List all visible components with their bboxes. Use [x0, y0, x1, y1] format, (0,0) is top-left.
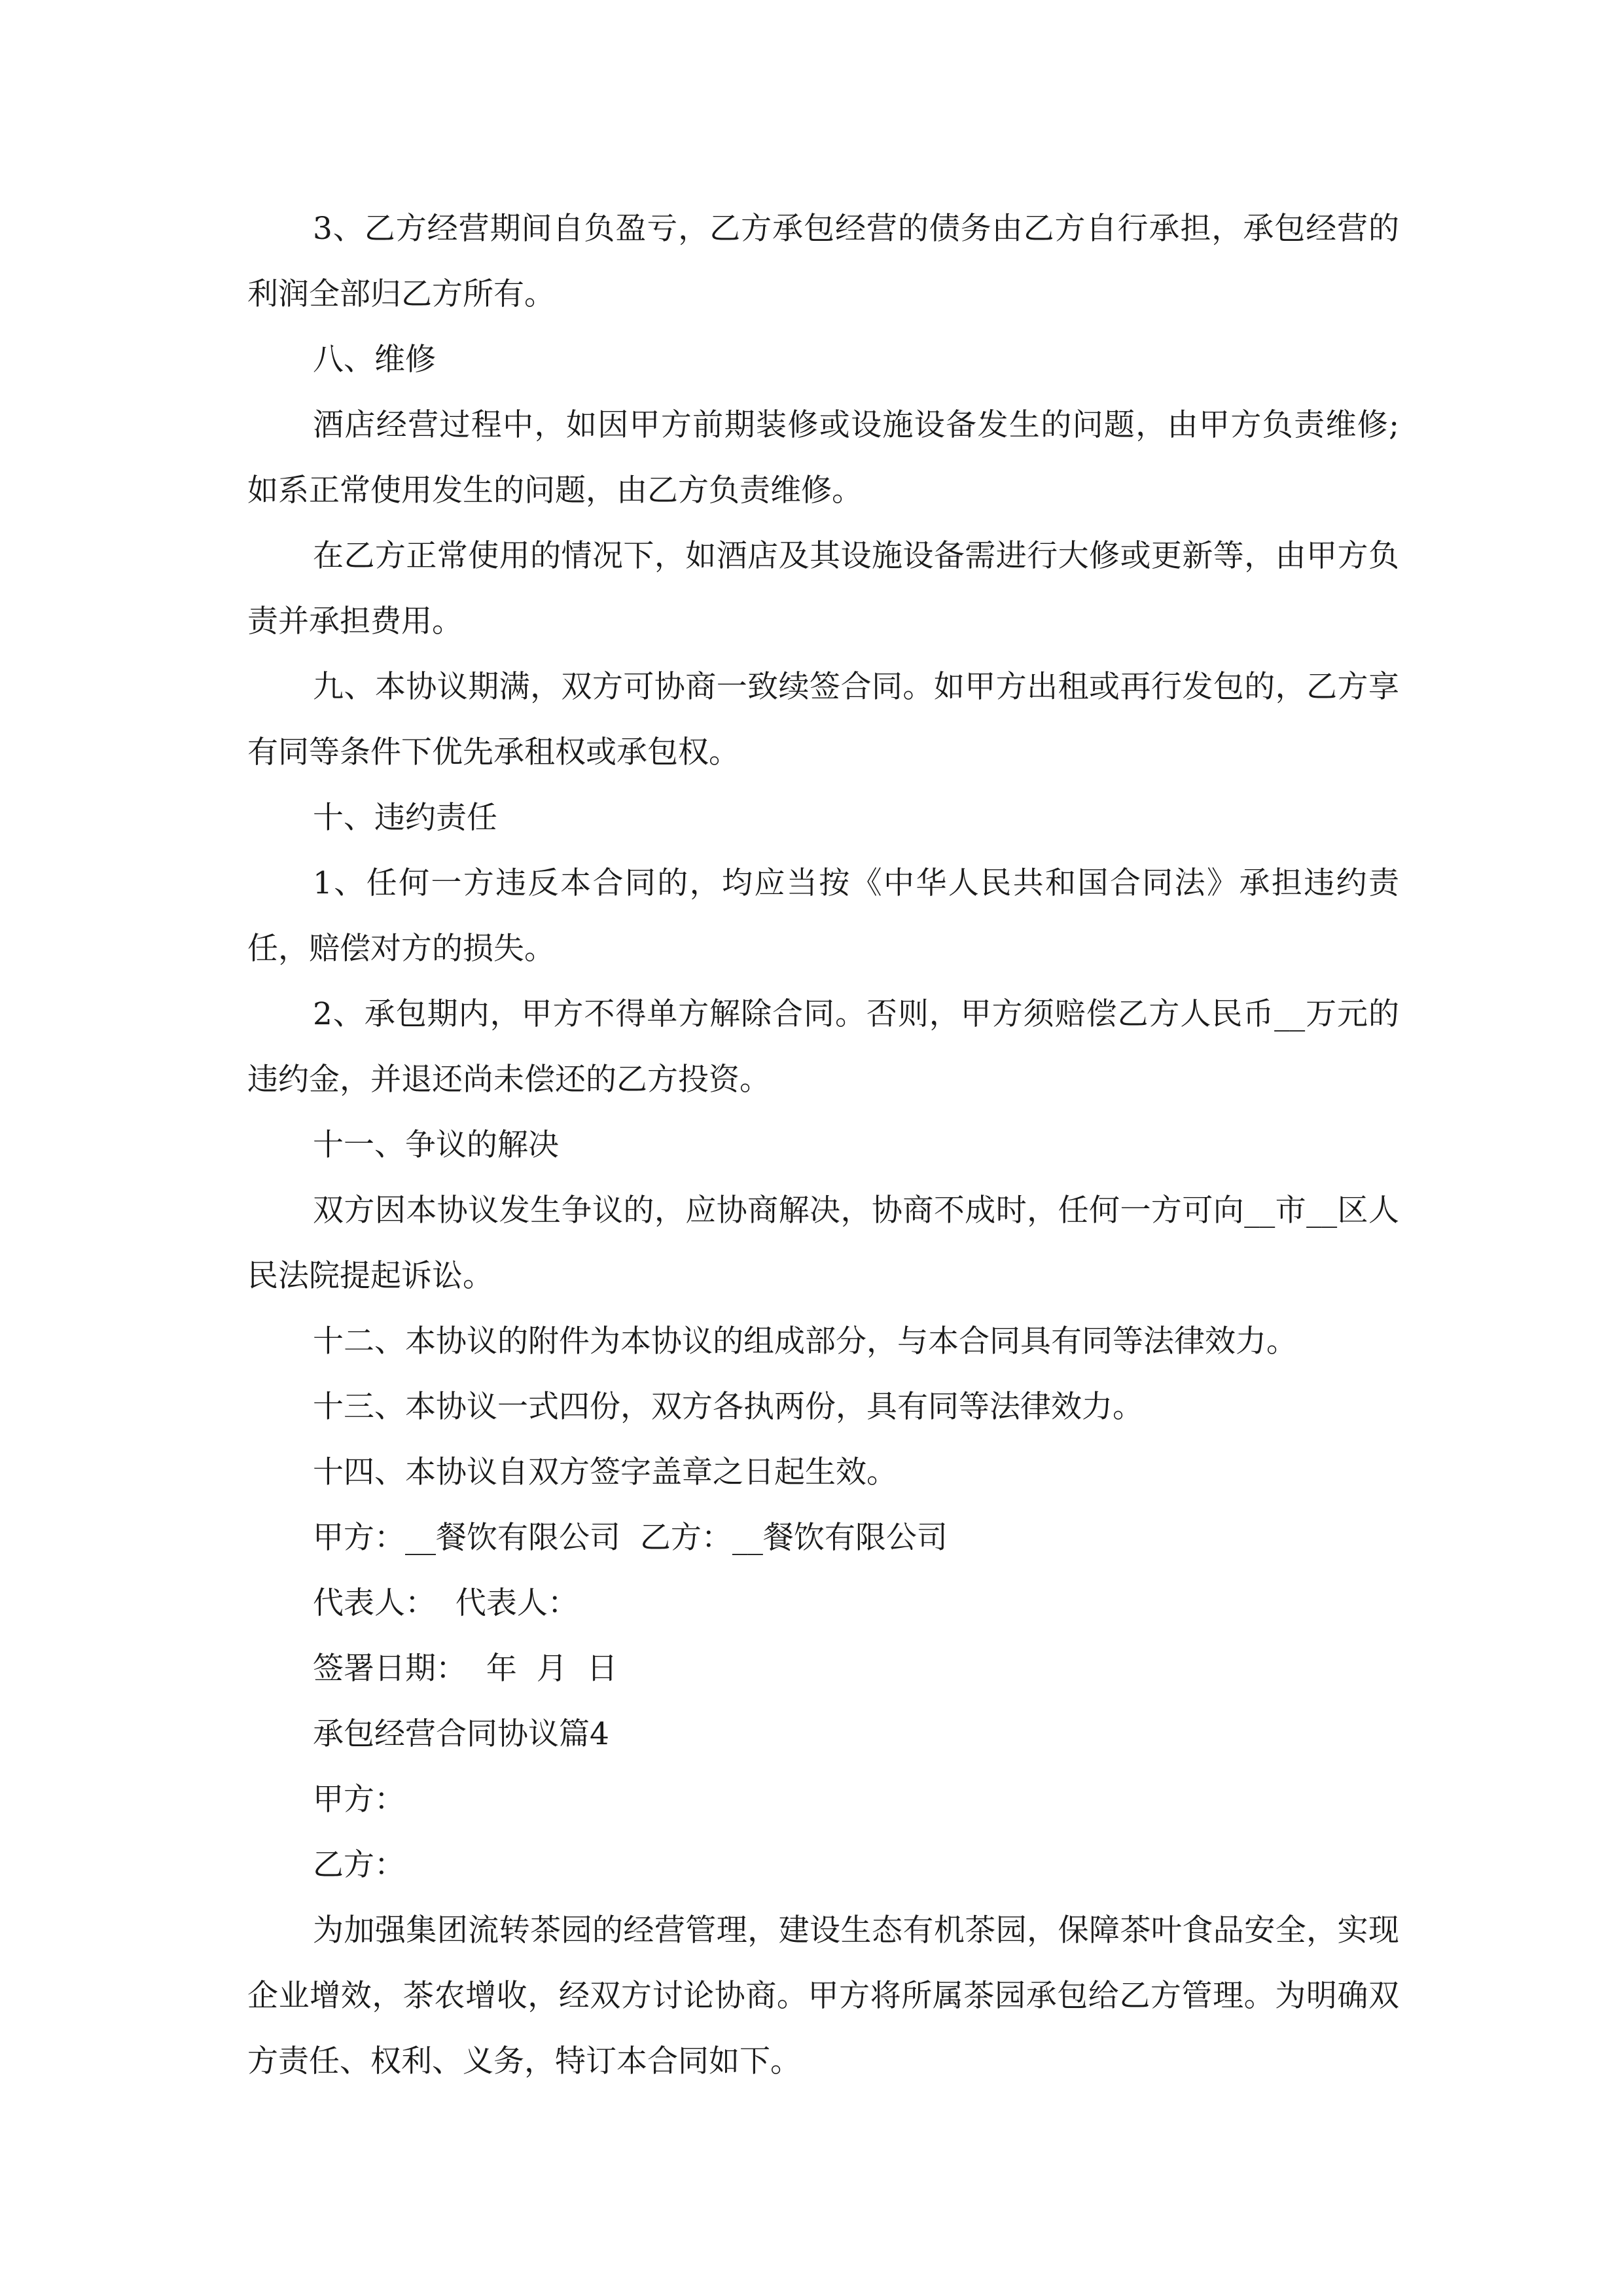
signature-date: 签署日期： 年 月 日 — [313, 1651, 618, 1687]
clause-9-renewal: 九、本协议期满，双方可协商一致续签合同。如甲方出租或再行发包的，乙方享有同等条件下优先承租权或承包权。 — [247, 669, 1399, 770]
signature-parties: 甲方：__餐饮有限公司 乙方：__餐饮有限公司 — [313, 1520, 948, 1556]
party-b-label: 乙方： — [313, 1847, 405, 1883]
clause-3-profit-loss: 3、乙方经营期间自负盈亏，乙方承包经营的债务由乙方自行承担，承包经营的利润全部归乙方所有。 — [247, 211, 1399, 312]
party-a-label: 甲方： — [313, 1782, 405, 1818]
intro-paragraph: 为加强集团流转茶园的经营管理，建设生态有机茶园，保障茶叶食品安全，实现企业增效，茶农增收，经双方讨论协商。甲方将所属茶园承包给乙方管理。为明确双方责任、权利、义务，特订本合同如下。 — [247, 1912, 1399, 2079]
section-title: 承包经营合同协议篇4 — [313, 1716, 609, 1752]
maintenance-paragraph-1: 酒店经营过程中，如因甲方前期装修或设施设备发生的问题，由甲方负责维修;如系正常使用发生的问题，由乙方负责维修。 — [247, 407, 1399, 509]
clause-13-copies: 十三、本协议一式四份，双方各执两份，具有同等法律效力。 — [313, 1389, 1143, 1425]
maintenance-paragraph-2: 在乙方正常使用的情况下，如酒店及其设施设备需进行大修或更新等，由甲方负责并承担费用。 — [247, 538, 1399, 639]
document-body — [247, 196, 1399, 2094]
signature-representatives: 代表人： 代表人： — [313, 1585, 579, 1621]
breach-clause-2: 2、承包期内，甲方不得单方解除合同。否则，甲方须赔偿乙方人民币__万元的违约金，并退还尚未偿还的乙方投资。 — [247, 996, 1399, 1098]
heading-dispute-resolution: 十一、争议的解决 — [313, 1127, 559, 1163]
clause-14-effective: 十四、本协议自双方签字盖章之日起生效。 — [313, 1454, 897, 1490]
clause-12-attachments: 十二、本协议的附件为本协议的组成部分，与本合同具有同等法律效力。 — [313, 1323, 1297, 1359]
breach-clause-1: 1、任何一方违反本合同的，均应当按《中华人民共和国合同法》承担违约责任，赔偿对方的损失。 — [247, 865, 1399, 967]
heading-breach-liability: 十、违约责任 — [313, 800, 497, 836]
dispute-paragraph: 双方因本协议发生争议的，应协商解决，协商不成时，任何一方可向__市__区人民法院提起诉讼。 — [247, 1193, 1399, 1294]
heading-maintenance: 八、维修 — [313, 342, 436, 378]
